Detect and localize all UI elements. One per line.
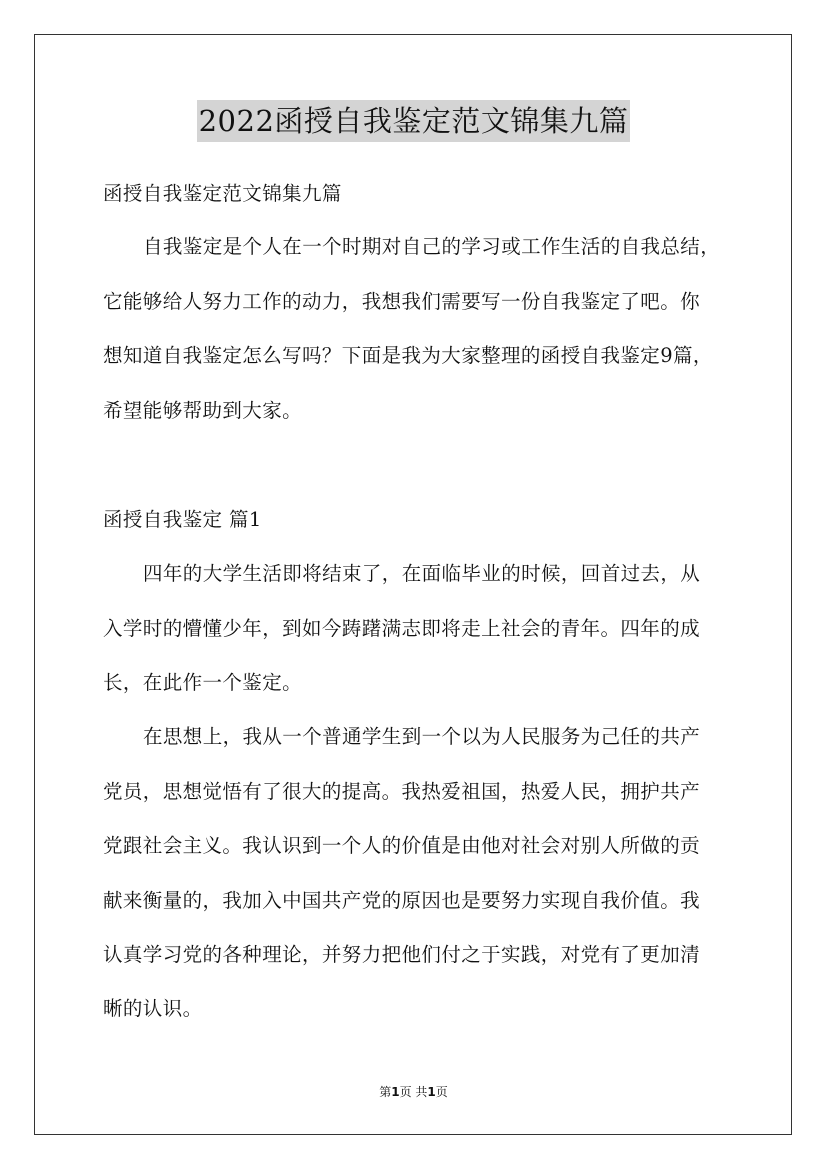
page-number-middle: 页 共 (399, 1085, 428, 1099)
paragraph-2-line-3: 党跟社会主义。我认识到一个人的价值是由他对社会对别人所做的贡 (103, 834, 701, 857)
paragraph-1-line-3: 长，在此作一个鉴定。 (103, 671, 303, 694)
paragraph-1-line-1: 四年的大学生活即将结束了，在面临毕业的时候，回首过去，从 (143, 562, 701, 585)
total-page-count: 1 (427, 1085, 436, 1099)
intro-paragraph-line-1: 自我鉴定是个人在一个时期对自己的学习或工作生活的自我总结， (143, 235, 721, 258)
current-page-number: 1 (391, 1085, 400, 1099)
document-subtitle: 函授自我鉴定范文锦集九篇 (103, 182, 342, 205)
intro-paragraph-line-4: 希望能够帮助到大家。 (103, 399, 303, 422)
page-footer (0, 1084, 827, 1100)
paragraph-2-line-5: 认真学习党的各种理论，并努力把他们付之于实践，对党有了更加清 (103, 943, 701, 966)
intro-paragraph-line-3: 想知道自我鉴定怎么写吗？下面是我为大家整理的函授自我鉴定9篇， (103, 344, 713, 367)
page-number-suffix: 页 (435, 1085, 448, 1099)
document-title: 2022函授自我鉴定范文锦集九篇 (197, 100, 631, 142)
paragraph-2-line-2: 党员，思想觉悟有了很大的提高。我热爱祖国，热爱人民，拥护共产 (103, 780, 701, 803)
page-number-prefix: 第 (379, 1085, 392, 1099)
paragraph-1-line-2: 入学时的懵懂少年，到如今踌躇满志即将走上社会的青年。四年的成 (103, 617, 701, 640)
paragraph-2-line-6: 晰的认识。 (103, 997, 203, 1020)
paragraph-2-line-4: 献来衡量的，我加入中国共产党的原因也是要努力实现自我价值。我 (103, 889, 701, 912)
paragraph-2-line-1: 在思想上，我从一个普通学生到一个以为人民服务为己任的共产 (143, 725, 701, 748)
section-heading: 函授自我鉴定 篇1 (103, 508, 262, 531)
title-container (0, 100, 827, 142)
intro-paragraph-line-2: 它能够给人努力工作的动力，我想我们需要写一份自我鉴定了吧。你 (103, 290, 701, 313)
